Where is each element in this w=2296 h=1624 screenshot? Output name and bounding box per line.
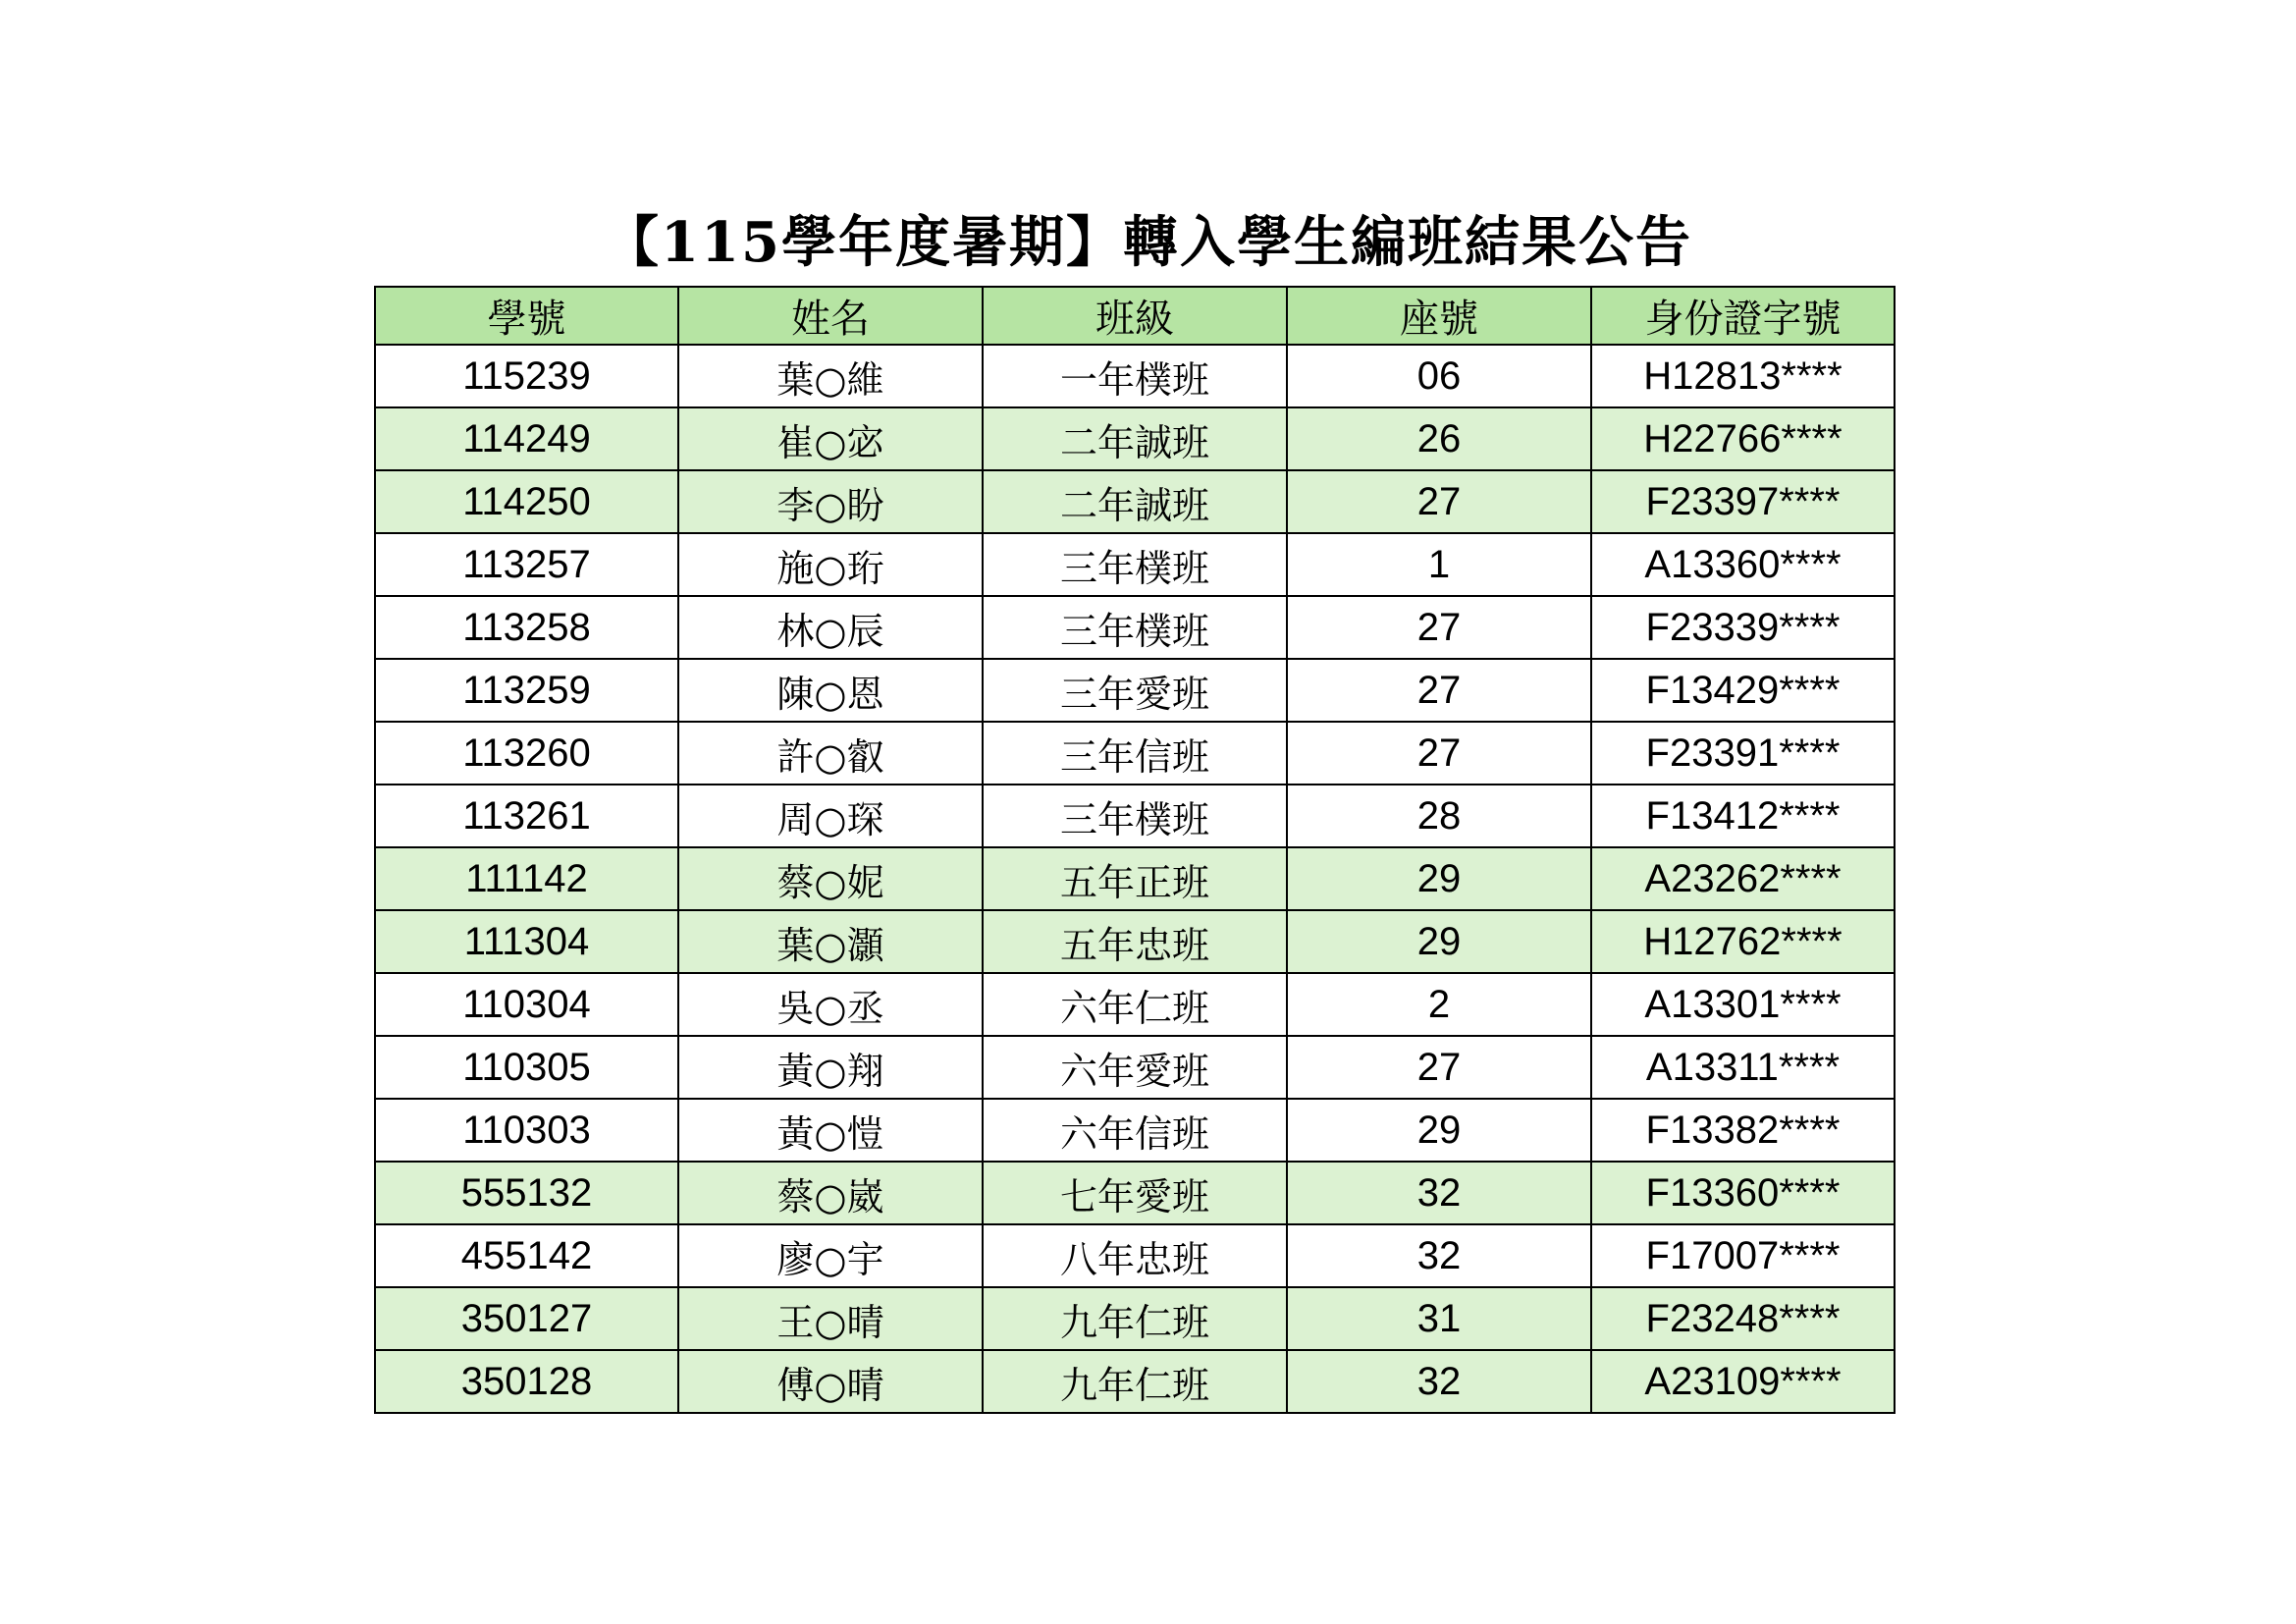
cell-id-number: H12762****	[1591, 910, 1895, 973]
table-header	[375, 287, 1895, 345]
cell-seat-number: 32	[1287, 1162, 1591, 1224]
cell-class: 一年樸班	[983, 345, 1287, 407]
cell-id-number: F23391****	[1591, 722, 1895, 785]
cell-student-name: 崔○宓	[678, 407, 983, 470]
cell-id-number: F13360****	[1591, 1162, 1895, 1224]
cell-student-name: 廖○宇	[678, 1224, 983, 1287]
document-title: 【115學年度暑期】轉入學生編班結果公告	[604, 210, 1692, 275]
cell-student-id: 113261	[375, 785, 678, 847]
cell-student-id: 555132	[375, 1162, 678, 1224]
cell-seat-number: 1	[1287, 533, 1591, 596]
table-row	[375, 1162, 1895, 1224]
table-body	[375, 345, 1895, 1413]
column-header-class: 班級	[983, 287, 1287, 345]
table-row	[375, 1224, 1895, 1287]
cell-id-number: H22766****	[1591, 407, 1895, 470]
cell-class: 三年樸班	[983, 533, 1287, 596]
table-row	[375, 533, 1895, 596]
column-header-seat: 座號	[1287, 287, 1591, 345]
table-row	[375, 1287, 1895, 1350]
cell-student-name: 蔡○妮	[678, 847, 983, 910]
table-row	[375, 722, 1895, 785]
cell-id-number: F23397****	[1591, 470, 1895, 533]
cell-class: 五年忠班	[983, 910, 1287, 973]
table-row	[375, 345, 1895, 407]
cell-student-name: 吳○丞	[678, 973, 983, 1036]
table-row	[375, 1350, 1895, 1413]
cell-class: 三年愛班	[983, 659, 1287, 722]
cell-student-id: 113258	[375, 596, 678, 659]
cell-student-id: 113259	[375, 659, 678, 722]
cell-student-name: 王○晴	[678, 1287, 983, 1350]
cell-student-name: 葉○灝	[678, 910, 983, 973]
table-row	[375, 847, 1895, 910]
cell-id-number: A23262****	[1591, 847, 1895, 910]
cell-class: 二年誠班	[983, 407, 1287, 470]
cell-class: 九年仁班	[983, 1287, 1287, 1350]
header-row	[375, 287, 1895, 345]
cell-student-id: 111142	[375, 847, 678, 910]
cell-class: 三年信班	[983, 722, 1287, 785]
cell-seat-number: 29	[1287, 847, 1591, 910]
cell-class: 七年愛班	[983, 1162, 1287, 1224]
cell-seat-number: 28	[1287, 785, 1591, 847]
cell-student-id: 455142	[375, 1224, 678, 1287]
cell-id-number: F23248****	[1591, 1287, 1895, 1350]
cell-student-name: 許○叡	[678, 722, 983, 785]
table-row	[375, 973, 1895, 1036]
cell-id-number: F13429****	[1591, 659, 1895, 722]
cell-id-number: H12813****	[1591, 345, 1895, 407]
column-header-student-id: 學號	[375, 287, 678, 345]
cell-student-name: 林○辰	[678, 596, 983, 659]
cell-id-number: A23109****	[1591, 1350, 1895, 1413]
cell-class: 五年正班	[983, 847, 1287, 910]
cell-seat-number: 27	[1287, 596, 1591, 659]
class-assignment-table	[374, 286, 1896, 1414]
cell-student-id: 114249	[375, 407, 678, 470]
cell-id-number: F13412****	[1591, 785, 1895, 847]
cell-class: 六年愛班	[983, 1036, 1287, 1099]
cell-id-number: A13311****	[1591, 1036, 1895, 1099]
cell-class: 三年樸班	[983, 596, 1287, 659]
column-header-id-number: 身份證字號	[1591, 287, 1895, 345]
cell-student-name: 黃○愷	[678, 1099, 983, 1162]
cell-class: 九年仁班	[983, 1350, 1287, 1413]
table-row	[375, 470, 1895, 533]
cell-class: 二年誠班	[983, 470, 1287, 533]
cell-seat-number: 27	[1287, 659, 1591, 722]
cell-seat-number: 27	[1287, 1036, 1591, 1099]
cell-class: 八年忠班	[983, 1224, 1287, 1287]
cell-id-number: A13360****	[1591, 533, 1895, 596]
cell-student-name: 傅○晴	[678, 1350, 983, 1413]
cell-student-name: 施○珩	[678, 533, 983, 596]
cell-seat-number: 29	[1287, 910, 1591, 973]
cell-student-id: 115239	[375, 345, 678, 407]
cell-seat-number: 29	[1287, 1099, 1591, 1162]
cell-id-number: F23339****	[1591, 596, 1895, 659]
cell-seat-number: 26	[1287, 407, 1591, 470]
table-row	[375, 596, 1895, 659]
cell-student-id: 110303	[375, 1099, 678, 1162]
table-row	[375, 910, 1895, 973]
cell-student-id: 350128	[375, 1350, 678, 1413]
column-header-name: 姓名	[678, 287, 983, 345]
cell-id-number: F17007****	[1591, 1224, 1895, 1287]
cell-seat-number: 32	[1287, 1224, 1591, 1287]
cell-student-id: 350127	[375, 1287, 678, 1350]
cell-student-name: 陳○恩	[678, 659, 983, 722]
cell-student-name: 葉○維	[678, 345, 983, 407]
cell-id-number: A13301****	[1591, 973, 1895, 1036]
table-row	[375, 785, 1895, 847]
cell-seat-number: 27	[1287, 722, 1591, 785]
cell-student-id: 113257	[375, 533, 678, 596]
cell-student-id: 111304	[375, 910, 678, 973]
cell-id-number: F13382****	[1591, 1099, 1895, 1162]
table-row	[375, 407, 1895, 470]
cell-class: 六年信班	[983, 1099, 1287, 1162]
cell-seat-number: 32	[1287, 1350, 1591, 1413]
cell-student-id: 110304	[375, 973, 678, 1036]
cell-student-id: 114250	[375, 470, 678, 533]
cell-seat-number: 27	[1287, 470, 1591, 533]
table-row	[375, 1036, 1895, 1099]
cell-student-name: 李○盼	[678, 470, 983, 533]
cell-student-id: 113260	[375, 722, 678, 785]
cell-seat-number: 31	[1287, 1287, 1591, 1350]
cell-student-name: 黃○翔	[678, 1036, 983, 1099]
cell-seat-number: 06	[1287, 345, 1591, 407]
cell-class: 六年仁班	[983, 973, 1287, 1036]
cell-class: 三年樸班	[983, 785, 1287, 847]
cell-student-name: 蔡○崴	[678, 1162, 983, 1224]
cell-student-name: 周○琛	[678, 785, 983, 847]
cell-student-id: 110305	[375, 1036, 678, 1099]
cell-seat-number: 2	[1287, 973, 1591, 1036]
table-row	[375, 1099, 1895, 1162]
table-row	[375, 659, 1895, 722]
